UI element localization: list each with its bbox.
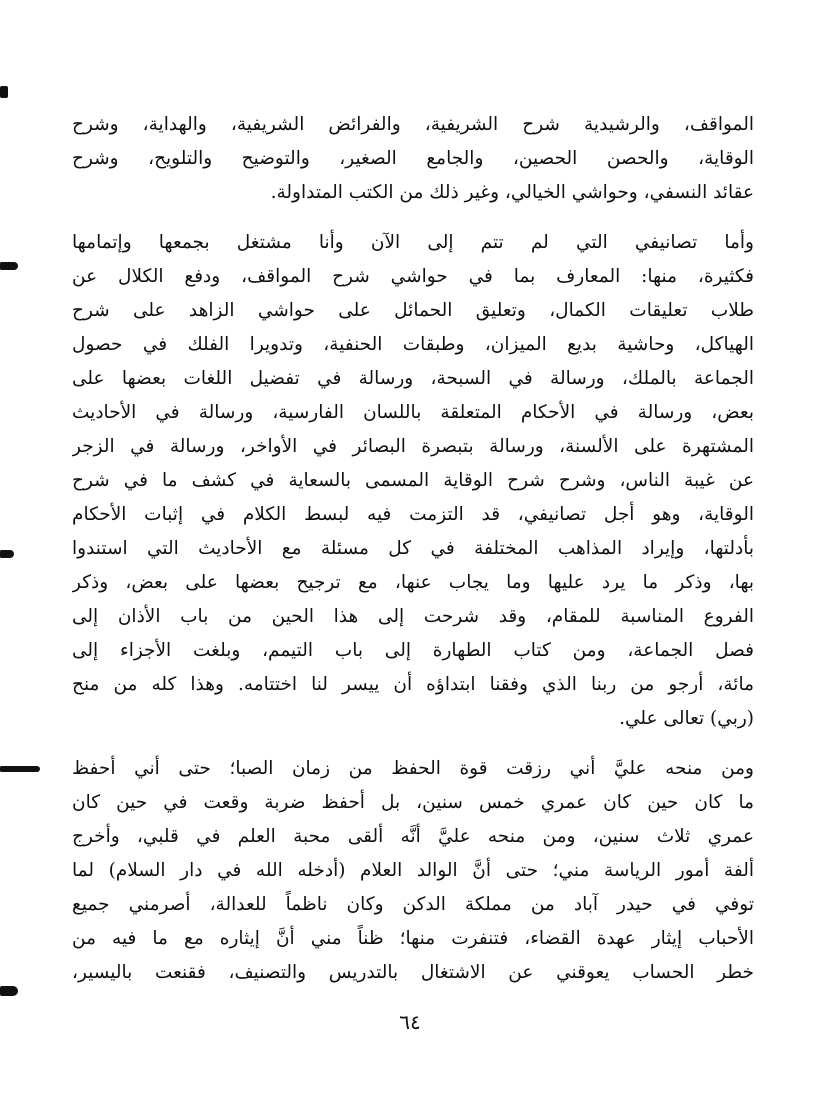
text-line: خطر الحساب يعوقني عن الاشتغال بالتدريس والتصنيف، فقنعت باليسير، <box>72 962 754 983</box>
text-line: بها، وذكر ما يرد عليها وما يجاب عنها، مع ترجيح بعضها على بعض، وذكر <box>72 572 754 593</box>
text-line: الجماعة بالملك، ورسالة في السبحة، ورسالة في تفضيل اللغات بعضها على <box>72 368 754 389</box>
text-line: المشتهرة على الألسنة، ورسالة بتبصرة البصائر في الأواخر، ورسالة في الزجر <box>72 436 754 457</box>
text-line: توفي في حيدر آباد من مملكة الدكن وكان ناظماً للعدالة، أصرمني جميع <box>72 894 754 915</box>
text-line: الهياكل، وحاشية بديع الميزان، وطبقات الحنفية، وتدويرا الفلك في حصول <box>72 334 754 355</box>
text-line: المواقف، والرشيدية شرح الشريفية، والفرائض الشريفية، والهداية، وشرح <box>72 114 754 135</box>
scan-edge-mark <box>0 86 8 98</box>
text-line: مائة، أرجو من ربنا الذي وفقنا ابتداؤه أن ييسر لنا اختتامه. وهذا كله من منح <box>72 674 754 695</box>
text-line: الفروع المناسبة للمقام، وقد شرحت إلى هذا الحين من باب الأذان إلى <box>72 606 754 627</box>
text-line: وأما تصانيفي التي لم تتم إلى الآن وأنا مشتغل بجمعها وإتمامها <box>72 232 754 253</box>
text-line: الوقاية، وهو أجل تصانيفي، قد التزمت فيه لبسط الكلام في إثبات الأحكام <box>72 504 754 525</box>
page-number: ٦٤ <box>399 1010 421 1034</box>
text-line: طلاب تعليقات الكمال، وتعليق الحمائل على حواشي الزاهد على شرح <box>72 300 754 321</box>
text-line: الوقاية، والحصن الحصين، والجامع الصغير، والتوضيح والتلويح، وشرح <box>72 148 754 169</box>
text-line: فصل الجماعة، ومن كتاب الطهارة إلى باب التيمم، وبلغت الأجزاء إلى <box>72 640 754 661</box>
text-line: ومن منحه عليَّ أني رزقت قوة الحفظ من زمان الصبا؛ حتى أني أحفظ <box>72 758 754 779</box>
text-line: عمري ثلاث سنين، ومن منحه عليَّ أنَّه ألقى محبة العلم في قلبي، وأخرج <box>72 826 754 847</box>
text-line: ما كان حين كان عمري خمس سنين، بل أحفظ ضربة وقعت في حين كان <box>72 792 754 813</box>
text-line: بأدلتها، وإيراد المذاهب المختلفة في كل مسئلة مع الأحاديث التي استندوا <box>72 538 754 559</box>
scan-edge-mark <box>0 262 18 270</box>
text-line: بعض، ورسالة في الأحكام المتعلقة باللسان الفارسية، ورسالة في الأحاديث <box>72 402 754 423</box>
text-line: ألفة أمور الرياسة مني؛ حتى أنَّ الوالد العلام (أدخله الله في دار السلام) لما <box>72 860 754 881</box>
scan-edge-mark <box>0 550 14 558</box>
text-line: الأحباب إيثار عهدة القضاء، فتنفرت منها؛ ظناً مني أنَّ إيثاره مع ما فيه من <box>72 928 754 949</box>
text-line: عقائد النسفي، وحواشي الخيالي، وغير ذلك من الكتب المتداولة. <box>270 182 754 203</box>
scan-edge-mark <box>0 766 40 772</box>
text-line: عن غيبة الناس، وشرح شرح الوقاية المسمى بالسعاية في كشف ما في شرح <box>72 470 754 491</box>
text-line: (ربي) تعالى علي. <box>619 708 754 729</box>
scan-edge-mark <box>0 986 18 996</box>
paragraph <box>72 108 754 210</box>
text-line: فكثيرة، منها: المعارف بما في حواشي شرح المواقف، ودفع الكلال عن <box>72 266 754 287</box>
paragraph <box>72 226 754 736</box>
paragraph <box>72 752 754 990</box>
